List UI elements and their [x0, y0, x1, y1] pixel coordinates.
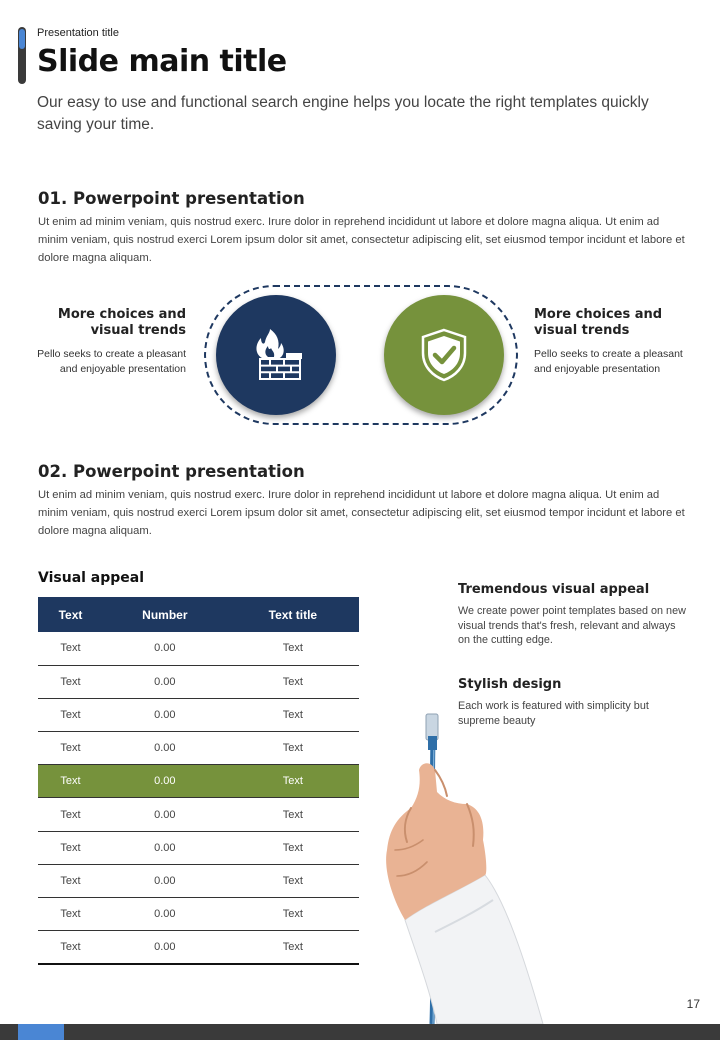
- feature-heading: Tremendous visual appeal: [458, 582, 650, 597]
- table-row: [38, 665, 359, 698]
- presentation-title: Presentation title: [37, 27, 119, 39]
- diagram-right-text: [534, 307, 684, 376]
- table-row: [38, 864, 359, 897]
- table-cell: 0.00: [103, 732, 227, 765]
- firewall-circle: [216, 295, 336, 415]
- table-row: [38, 831, 359, 864]
- shield-circle: [384, 295, 504, 415]
- feature-block: [458, 582, 688, 648]
- section1-body: Ut enim ad minim veniam, quis nostrud exerc. Irure dolor in reprehend incididunt ut labore et dolore magna aliqua. Ut enim ad minim veniam, quis nostrud exerci Lorem ipsum dolor sit amet, consectetur adipiscing elit, set eiusmod tempor incidunt et labore et dolore magna aliquam.: [38, 216, 685, 264]
- table-cell: Text: [227, 732, 359, 765]
- table-cell: Text: [227, 632, 359, 665]
- table-cell: Text: [38, 931, 103, 964]
- table-cell: Text: [227, 665, 359, 698]
- footer-accent: [18, 1024, 64, 1040]
- table-cell: 0.00: [103, 698, 227, 731]
- table-cell: Text: [38, 898, 103, 931]
- table-cell: Text: [227, 765, 359, 798]
- table-row: [38, 732, 359, 765]
- firewall-icon: [248, 329, 304, 381]
- page-number: 17: [686, 997, 700, 1011]
- table-cell: 0.00: [103, 864, 227, 897]
- table-cell: Text: [38, 632, 103, 665]
- diagram-left-heading: More choices and visual trends: [57, 307, 186, 338]
- table-cell: 0.00: [103, 765, 227, 798]
- table-cell: Text: [38, 864, 103, 897]
- table-cell: Text: [38, 665, 103, 698]
- table-cell: Text: [227, 931, 359, 964]
- table-cell: Text: [38, 798, 103, 831]
- table-cell: Text: [227, 831, 359, 864]
- diagram-right-heading: More choices and visual trends: [534, 307, 663, 338]
- table-cell: 0.00: [103, 798, 227, 831]
- slide-main-title: Slide main title: [37, 44, 287, 79]
- data-table: [38, 597, 359, 965]
- table-cell: Text: [38, 732, 103, 765]
- table-row: [38, 931, 359, 964]
- shield-check-icon: [420, 328, 468, 382]
- section2-heading: 02. Powerpoint presentation: [38, 462, 305, 481]
- table-row: [38, 798, 359, 831]
- table-row-highlighted: [38, 765, 359, 798]
- footer-bar: [0, 1024, 720, 1040]
- feature-heading: Stylish design: [458, 677, 562, 692]
- column-header: Text: [38, 597, 103, 632]
- table-row: [38, 698, 359, 731]
- column-header: Number: [103, 597, 227, 632]
- table-cell: Text: [38, 831, 103, 864]
- table-cell: 0.00: [103, 665, 227, 698]
- table-cell: 0.00: [103, 931, 227, 964]
- table-cell: Text: [227, 798, 359, 831]
- table-row: [38, 632, 359, 665]
- table-cell: Text: [227, 864, 359, 897]
- diagram-right-desc: Pello seeks to create a pleasant and enjoyable presentation: [534, 348, 683, 375]
- table-cell: 0.00: [103, 632, 227, 665]
- title-accent-bar: [18, 27, 26, 84]
- column-header: Text title: [227, 597, 359, 632]
- table-cell: Text: [38, 698, 103, 731]
- table-title: Visual appeal: [38, 570, 145, 586]
- section2-body: Ut enim ad minim veniam, quis nostrud exerc. Irure dolor in reprehend incididunt ut labore et dolore magna aliqua. Ut enim ad minim veniam, quis nostrud exerci Lorem ipsum dolor sit amet, consectetur adipiscing elit, set eiusmod tempor incidunt et labore et dolore magna aliquam.: [38, 489, 685, 537]
- table-cell: Text: [38, 765, 103, 798]
- section1-heading: 01. Powerpoint presentation: [38, 189, 305, 208]
- table-cell: Text: [227, 698, 359, 731]
- feature-text: Each work is featured with simplicity but supreme beauty: [458, 700, 649, 727]
- slide-subtitle: Our easy to use and functional search engine helps you locate the right templates quickly saving your time.: [37, 94, 649, 133]
- feature-text: We create power point templates based on new visual trends that's fresh, relevant and always on the cutting edge.: [458, 605, 686, 646]
- table-cell: 0.00: [103, 898, 227, 931]
- table-row: [38, 898, 359, 931]
- diagram-left-text: [36, 307, 186, 376]
- table-cell: 0.00: [103, 831, 227, 864]
- hand-holding-cable-image: [375, 700, 565, 1024]
- table-header-row: [38, 597, 359, 632]
- table-cell: Text: [227, 898, 359, 931]
- diagram-left-desc: Pello seeks to create a pleasant and enjoyable presentation: [37, 348, 186, 375]
